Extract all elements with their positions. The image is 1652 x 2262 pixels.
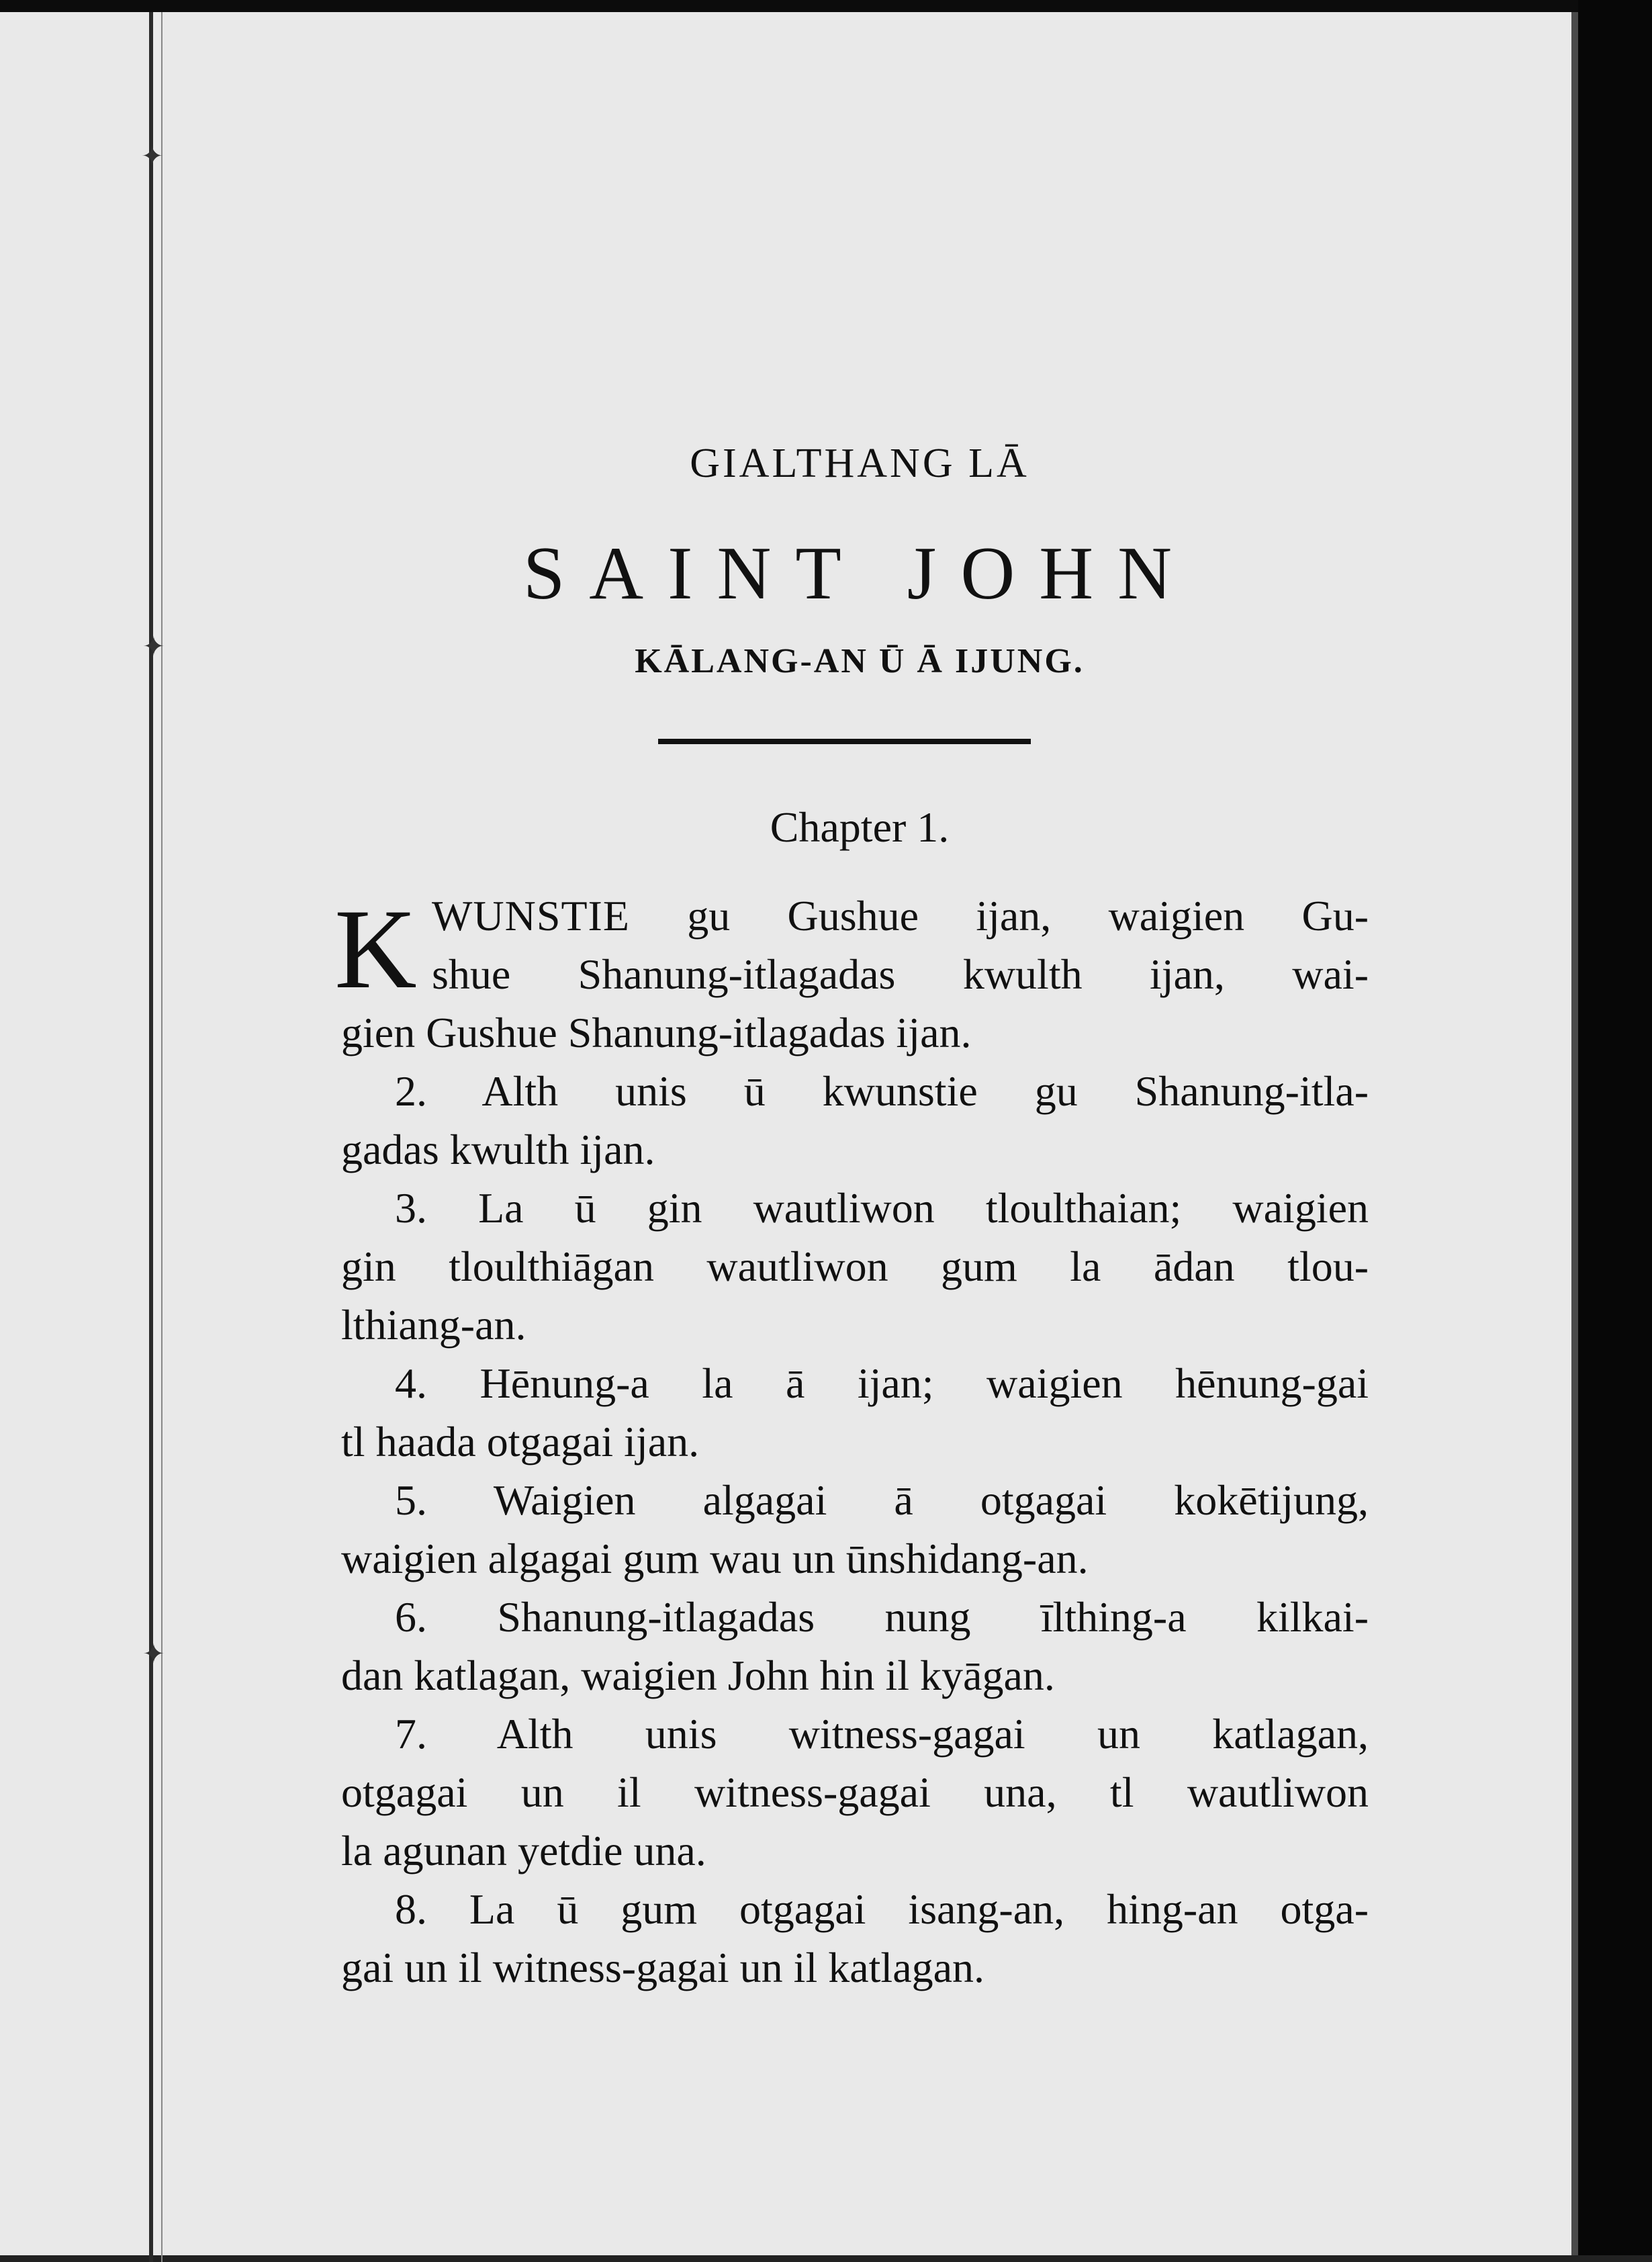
verse-line: otgagai un il witness-gagai una, tl wautliwon	[341, 1768, 1369, 1816]
page-top-edge	[0, 0, 1652, 12]
binding-gutter-line	[149, 12, 153, 2262]
verse-line: gai un il witness-gagai un il katlagan.	[341, 1944, 984, 1991]
verse-line: 3. La ū gin wautliwon tloulthaian; waigien	[395, 1184, 1369, 1232]
verse-text: gu Gushue ijan, waigien Gu-	[629, 892, 1369, 940]
verse-6	[341, 1588, 1369, 1705]
verse-8	[341, 1880, 1369, 1997]
verse-line: 5. Waigien algagai ā otgagai kokētijung,	[395, 1476, 1369, 1524]
verse-3	[341, 1179, 1369, 1354]
verse-4	[341, 1354, 1369, 1471]
verse-line: shue Shanung-itlagadas kwulth ijan, wai-	[432, 950, 1369, 998]
verse-line: gien Gushue Shanung-itlagadas ijan.	[341, 1009, 972, 1056]
binding-gutter-shadow	[161, 12, 163, 2262]
verse-line: lthiang-an.	[341, 1301, 526, 1349]
stitch-mark: ✦	[141, 141, 164, 172]
page-bottom-edge	[0, 2255, 1652, 2262]
verse-line: 6. Shanung-itlagadas nung īlthing-a kilkai-	[395, 1593, 1369, 1641]
page-right-edge	[1578, 0, 1652, 2262]
small-caps-opening: WUNSTIE	[432, 892, 630, 940]
verse-line: 8. La ū gum otgagai isang-an, hing-an otga-	[395, 1885, 1369, 1933]
verse-2	[341, 1062, 1369, 1179]
book-title: SAINT JOHN	[523, 532, 1196, 615]
stitch-mark: ✦	[142, 1639, 165, 1670]
title-prelude: GIALTHANG LĀ	[690, 441, 1029, 486]
verse-line: 4. Hēnung-a la ā ijan; waigien hēnung-gai	[395, 1359, 1369, 1407]
verse-line	[341, 887, 1369, 945]
verse-line: la agunan yetdie una.	[341, 1827, 706, 1874]
verse-1	[334, 886, 1369, 1062]
title-rule	[658, 739, 1031, 744]
verse-line: waigien algagai gum wau un ūnshidang-an.	[341, 1535, 1089, 1582]
verse-line: dan katlagan, waigien John hin il kyāgan.	[341, 1652, 1055, 1699]
page-right-shadow	[1571, 12, 1578, 2262]
book-subtitle: KĀLANG-AN Ū Ā IJUNG.	[635, 642, 1085, 680]
chapter-heading: Chapter 1.	[770, 803, 950, 851]
verse-line: 2. Alth unis ū kwunstie gu Shanung-itla-	[395, 1067, 1369, 1115]
verse-7	[341, 1705, 1369, 1880]
verse-line: 7. Alth unis witness-gagai un katlagan,	[395, 1710, 1369, 1758]
stitch-mark: ✦	[142, 631, 165, 662]
verse-line: gadas kwulth ijan.	[341, 1126, 655, 1173]
verse-5	[341, 1471, 1369, 1588]
drop-cap: K	[334, 886, 417, 1012]
verse-line: gin tloulthiāgan wautliwon gum la ādan tlou-	[341, 1242, 1369, 1290]
verse-line: tl haada otgagai ijan.	[341, 1418, 700, 1465]
